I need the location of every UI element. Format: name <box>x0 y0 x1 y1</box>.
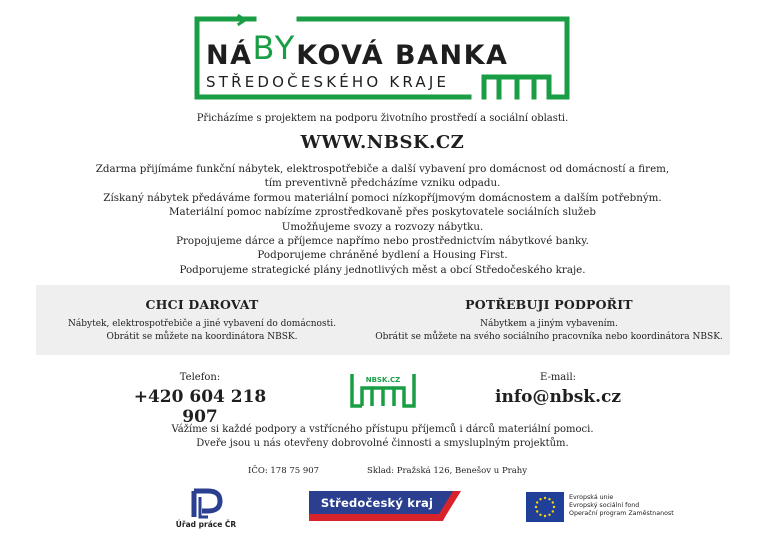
eu-line: Evropský sociální fond <box>569 502 640 509</box>
phone-label: Telefon: <box>179 372 221 383</box>
description-line: Propojujeme dárce a příjemce napřímo nebo prostřednictvím nábytkové banky. <box>176 235 589 248</box>
stredocesky-kraj-label: Středočeský kraj <box>320 496 434 510</box>
need-line: Nábytkem a jiným vybavením. <box>480 319 618 329</box>
email-contact <box>488 372 628 407</box>
eu-line: Operační program Zaměstnanost <box>569 510 674 517</box>
logo-subtitle: STŘEDOČESKÉHO KRAJE <box>206 73 450 91</box>
description-block <box>0 162 765 277</box>
logo-brand-text: NÁBYKOVÁ BANKA <box>206 29 509 71</box>
website-url[interactable]: WWW.NBSK.CZ <box>300 132 465 153</box>
eu-star <box>548 514 550 516</box>
nbsk-mini-logo <box>350 372 416 408</box>
eu-star <box>536 510 538 512</box>
donate-title: CHCI DAROVAT <box>145 297 259 312</box>
thanks-line: Vážíme si každé podpory a vstřícného přístupu příjemců i dárců materiální pomoci. <box>171 424 594 435</box>
need-section <box>368 297 730 344</box>
thanks-block <box>0 423 765 451</box>
intro-text: Přicházíme s projektem na podporu životního prostředí a sociální oblasti. <box>196 113 569 124</box>
eu-star <box>544 515 546 517</box>
donate-section <box>36 297 368 344</box>
description-line: Podporujeme chráněné bydlení a Housing First. <box>257 249 508 262</box>
donate-line: Obrátit se můžete na koordinátora NBSK. <box>106 332 298 342</box>
mini-logo-text: NBSK.CZ <box>365 376 401 384</box>
ico-number: IČO: 178 75 907 <box>248 466 320 476</box>
thanks-line: Dveře jsou u nás otevřeny dobrovolné činnosti a smysluplným projektům. <box>196 438 569 449</box>
description-line: Materiální pomoc nabízíme zprostředkovaně přes poskytovatele sociálních služeb <box>169 206 596 219</box>
email-address[interactable]: info@nbsk.cz <box>495 387 621 407</box>
phone-contact <box>120 372 280 427</box>
eu-star <box>536 501 538 503</box>
email-label: E-mail: <box>539 372 577 383</box>
urad-prace-label: Úřad práce ČR <box>175 520 237 529</box>
phone-number[interactable]: +420 604 218 907 <box>133 387 267 427</box>
eu-flag-icon <box>526 492 564 522</box>
info-band <box>36 285 730 355</box>
eu-text-block <box>569 494 674 518</box>
eu-star <box>535 506 537 508</box>
need-title: POTŘEBUJI PODPOŘIT <box>465 297 633 312</box>
eu-star <box>548 498 550 500</box>
main-logo <box>194 14 570 100</box>
eu-star <box>539 498 541 500</box>
description-line: tím preventivně předcházíme vzniku odpadu. <box>264 177 501 190</box>
description-line: Získaný nábytek předáváme formou materiální pomoci nízkopříjmovým domácnostem a dalším potřebným. <box>103 191 662 204</box>
eu-star <box>544 497 546 499</box>
description-line: Umožňujeme svozy a rozvozy nábytku. <box>281 220 484 233</box>
description-line: Podporujeme strategické plány jednotlivých měst a obcí Středočeského kraje. <box>179 263 586 276</box>
description-line: Zdarma přijímáme funkční nábytek, elektrospotřebiče a další vybavení pro domácnost od domácností a firem, <box>95 163 670 175</box>
eu-star <box>553 506 555 508</box>
eu-star <box>552 510 554 512</box>
warehouse-address: Sklad: Pražská 126, Benešov u Prahy <box>367 466 528 476</box>
eu-star <box>552 501 554 503</box>
need-line: Obrátit se můžete na svého sociálního pracovníka nebo koordinátora NBSK. <box>375 332 723 342</box>
eu-star <box>539 514 541 516</box>
donate-line: Nábytek, elektrospotřebiče a jiné vybavení do domácnosti. <box>68 319 336 329</box>
eu-line: Evropská unie <box>569 494 614 501</box>
